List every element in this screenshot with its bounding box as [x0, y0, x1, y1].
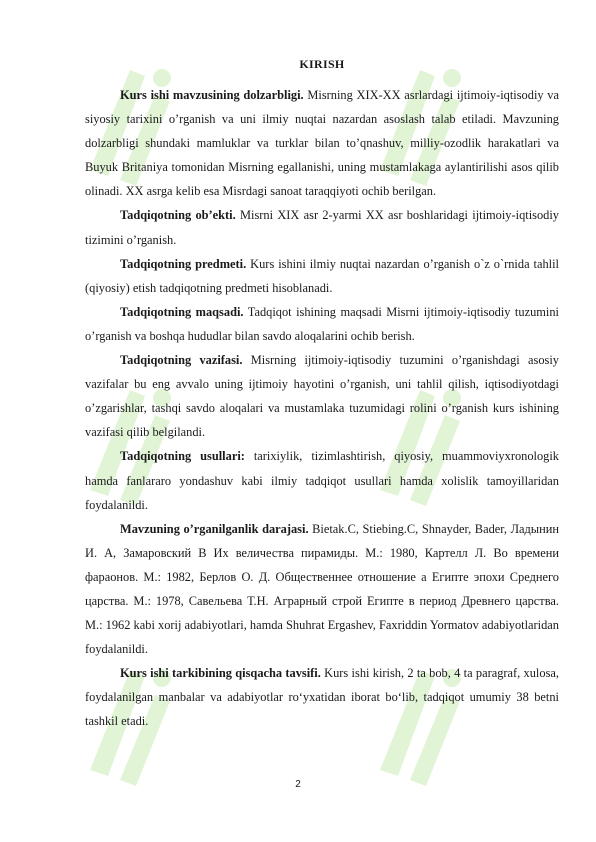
paragraph-text: Bietak.C, Stiebing.C, Shnayder, Bader, Ладынин И. А, Замаровский В Их величества пирамиды. М.: 1980, Картелл Л. Во времени фараонов. М.: 1982, Берлов О. Д. Общественнее отношение а Египте эпохи Среднего царства. М.: 1978, Савельева Т.Н. Аграрный строй Египте в период Древнего царства. М.: 1962 kabi xorij adabiyotlari, hamda Shuhrat Ergashev, Faxriddin Yormatov adabiyotlaridan foydalanildi. [85, 521, 559, 657]
paragraph-literature [85, 517, 559, 662]
paragraph-methods [85, 444, 559, 516]
paragraph-label: Kurs ishi tarkibining qisqacha tavsifi. [120, 666, 321, 681]
paragraph-text: Misrning XIX-XX asrlardagi ijtimoiy-iqtisodiy va siyosiy tarixini o’rganish va uni ilmiy nuqtai nazardan asoslash talab etiladi. Mavzuning dolzarbligi shundaki mamluklar va turklar bilan to’qnashuv, milliy-ozodlik harakatlari va Buyuk Britaniya tomonidan Misrning egallanishi, uning mustamlakaga aylantirilishi asos qilib olinadi. XX asrga kelib esa Misrdagi sanoat taraqqiyoti ochib berilgan. [85, 88, 559, 199]
paragraph-text: tarixiylik, tizimlashtirish, qiyosiy, muammoviyxronologik hamda fanlararo yondashuv kabi ilmiy tadqiqot usullari hamda xolislik tamoyillaridan foydalanildi. [85, 449, 560, 512]
paragraph-structure [85, 661, 559, 733]
paragraph-label: Tadqiqotning ob’ekti. [120, 208, 236, 223]
paragraph-text: Misrning ijtimoiy-iqtisodiy tuzumini o’rganishdagi asosiy vazifalar bu eng avvalo uning ijtimoiy hayotini o’rganish, uni tahlil qilish, iqtisodiyotdagi o’zgarishlar, tashqi savdo aloqalari va mustamlaka tuzumidagi rolini o’rganish kurs ishining vazifasi qilib belgilandi. [85, 353, 559, 440]
paragraph-label: Tadqiqotning usullari: [120, 449, 245, 464]
paragraph-text: Misrni XIX asr 2-yarmi XX asr boshlaridagi ijtimoiy-iqtisodiy tizimini o’rganish. [85, 208, 560, 247]
paragraph-text: Kurs ishi kirish, 2 ta bob, 4 ta paragraf, xulosa, foydalanilgan manbalar va adabiyotlar ro‘yxatidan iborat bo‘lib, tadqiqot umumiy 38 betni tashkil etadi. [85, 666, 559, 729]
section-heading: KIRISH [299, 57, 345, 71]
paragraph-label: Kurs ishi mavzusining dolzarbligi. [120, 88, 304, 102]
paragraph-label: Tadqiqotning maqsadi. [120, 304, 244, 319]
paragraph-label: Mavzuning o’rganilganlik darajasi. [120, 521, 309, 536]
paragraph-text: Tadqiqot ishining maqsadi Misrni ijtimoiy-iqtisodiy tuzumini o’rganish va boshqa hududlar bilan savdo aloqalarini ochib berish. [85, 304, 559, 343]
paragraph-object [85, 203, 559, 251]
paragraph-tasks [85, 348, 559, 444]
document-body [85, 57, 559, 734]
paragraph-subject [85, 252, 559, 300]
paragraph-label: Tadqiqotning predmeti. [120, 256, 247, 271]
paragraph-label: Tadqiqotning vazifasi. [120, 353, 243, 368]
page-number: 2 [295, 779, 301, 790]
paragraph-relevance [85, 83, 559, 203]
paragraph-goal [85, 300, 559, 348]
paragraph-text: Kurs ishini ilmiy nuqtai nazardan o’rganish o`z o`rnida tahlil (qiyosiy) etish tadqiqotning predmeti hisoblanadi. [85, 256, 559, 295]
